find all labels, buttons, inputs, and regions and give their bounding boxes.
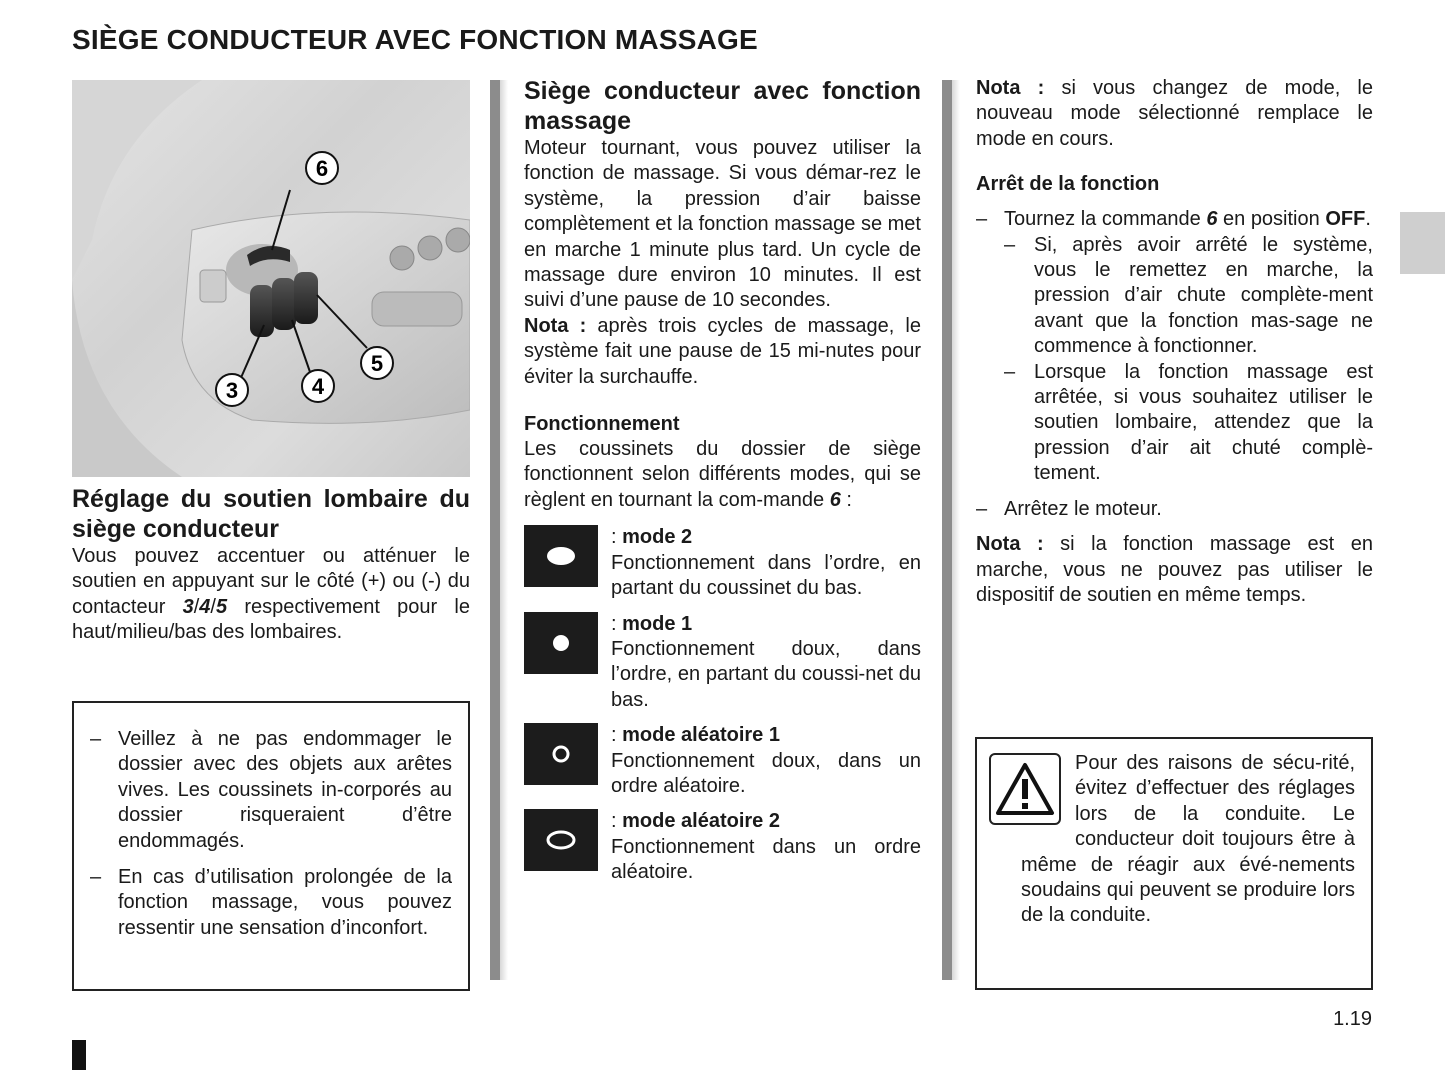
caution-box: [72, 701, 470, 991]
section-tab: [1400, 212, 1445, 274]
callout-5: [361, 347, 393, 379]
lumbar-conflict-nota: Nota : si la fonction massage est en marche, vous ne pouvez pas utiliser le dispositif de soutien en même temps.: [976, 533, 1373, 606]
column-gutter-right: [942, 80, 952, 980]
svg-text:4: 4: [311, 374, 325, 399]
caution-item: – Veillez à ne pas endommager le dossier avec des objets aux arêtes vives. Les coussinets in-corporés au dossier risqueraient d’être endommagés.: [90, 728, 452, 852]
page-title: SIÈGE CONDUCTEUR AVEC FONCTION MASSAGE: [72, 24, 758, 55]
stop-sub-item: – Lorsque la fonction massage est arrêtée, si vous souhaitez utiliser le soutien lombaire, attendez que la pression d’air ait chuté complè-tement.: [1004, 360, 1373, 485]
mode-row-random-2: : mode aléatoire 2 Fonctionnement dans un ordre aléatoire.: [524, 809, 921, 885]
lumbar-heading: Réglage du soutien lombaire du siège conducteur: [72, 485, 470, 543]
seat-illustration: [72, 80, 470, 477]
safety-text: Pour des raisons de sécu-rité, évitez d’effectuer des réglages lors de la conduite. Le conducteur doit toujours être à même de réagir aux évé-nements soudains qui peuvent se produire lors de la conduite.: [1021, 752, 1355, 927]
ring-dot-icon: [524, 723, 598, 785]
warning-triangle-icon: [989, 753, 1061, 825]
mode-row-mode-1: : mode 1 Fonctionnement doux, dans l’ordre, en partant du coussi-net du bas.: [524, 612, 921, 714]
lumbar-text: Vous pouvez accentuer ou atténuer le soutien en appuyant sur le côté (+) ou (-) du contacteur 3/4/5 respectivement pour le haut/milieu/bas des lombaires.: [72, 545, 470, 644]
massage-section: [524, 76, 921, 896]
safety-warning-box: [975, 737, 1373, 990]
page-number: 1.19: [1333, 1008, 1372, 1030]
svg-text:6: 6: [315, 156, 329, 181]
svg-text:3: 3: [225, 378, 239, 403]
callout-4: [302, 370, 334, 402]
seat-controls-photo: [72, 80, 470, 477]
callout-3: [216, 374, 248, 406]
stop-section: [976, 76, 1373, 608]
lumbar-section: [72, 484, 470, 646]
mode-change-nota: Nota : si vous changez de mode, le nouveau mode sélectionné remplace le mode en cours.: [976, 77, 1373, 150]
svg-text:5: 5: [370, 351, 384, 376]
filled-oval-icon: [524, 525, 598, 587]
massage-intro: Moteur tournant, vous pouvez utiliser la fonction de massage. Si vous démar-rez le système, la pression d’air baisse complètement et la fonction massage se met en marche 1 minute plus tard. Un cycle de massage dure environ 10 minutes. Il est suivi d’une pause de 10 secondes.: [524, 137, 921, 312]
stop-heading: Arrêt de la fonction: [976, 173, 1160, 196]
ring-oval-icon: [524, 809, 598, 871]
mode-row-mode-2: : mode 2 Fonctionnement dans l’ordre, en partant du coussinet du bas.: [524, 525, 921, 601]
column-gutter-left: [490, 80, 500, 980]
operation-text: Les coussinets du dossier de siège fonctionnent selon différents modes, qui se règlent en tournant la com-mande 6 :: [524, 438, 921, 511]
operation-heading: Fonctionnement: [524, 413, 680, 436]
filled-dot-icon: [524, 612, 598, 674]
caution-item: – En cas d’utilisation prolongée de la fonction massage, vous pouvez ressentir une sensation d’inconfort.: [90, 866, 452, 939]
mode-row-random-1: : mode aléatoire 1 Fonctionnement doux, dans un ordre aléatoire.: [524, 723, 921, 799]
callout-6: [306, 152, 338, 184]
massage-heading: Siège conducteur avec fonction massage: [524, 77, 921, 135]
stop-step-1: – Tournez la commande 6 en position OFF.: [976, 208, 1371, 231]
massage-nota: Nota : après trois cycles de massage, le système fait une pause de 15 mi-nutes pour éviter la surchauffe.: [524, 314, 921, 388]
corner-mark: [72, 1040, 86, 1070]
stop-step-2: – Arrêtez le moteur.: [976, 497, 1162, 520]
stop-sub-item: – Si, après avoir arrêté le système, vous le remettez en marche, la pression d’air chute complète-ment avant que la fonction mas-sage ne commence à fonctionner.: [1004, 233, 1373, 358]
